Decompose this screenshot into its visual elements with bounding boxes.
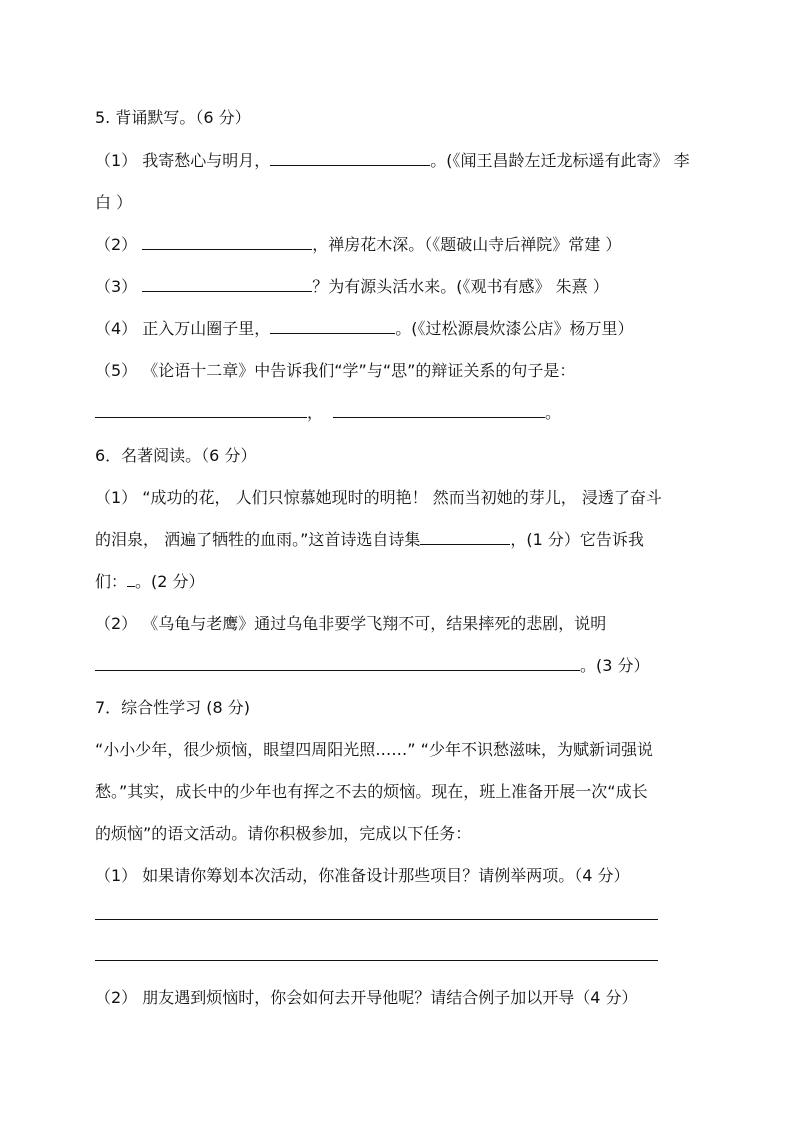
q5-item-4-text-b: 。(《过松源晨炊漆公店》杨万里） <box>395 319 634 338</box>
q6-item-1-text-b: 的泪泉， 洒遍了牺牲的血雨。”这首诗选自诗集 <box>95 530 421 549</box>
q5-item-2-text-b: ，禅房花木深。（《题破山寺后禅院》常建 ） <box>312 235 622 254</box>
q5-item-3 <box>95 274 609 297</box>
q6-item-2-line-1: （2） 《乌龟与老鹰》通过乌龟非要学飞翔不可，结果摔死的悲剧，说明 <box>95 614 607 633</box>
q7-item-1: （1） 如果请你筹划本次活动，你准备设计那些项目？请例举两项。（4 分） <box>95 866 630 885</box>
q6-item-2-line-2 <box>95 653 650 676</box>
q5-item-3-text-b: ？为有源头活水来。(《观书有感》 朱熹 ） <box>312 277 609 296</box>
q5-item-5-blank-2[interactable] <box>333 403 545 418</box>
q7-item-2: （2） 朋友遇到烦恼时，你会如何去开导他呢？请结合例子加以开导（4 分） <box>95 988 638 1007</box>
q5-item-1 <box>95 148 690 171</box>
q6-item-1-text-d: 们： <box>95 572 128 591</box>
q5-item-3-text-a: （3） <box>95 277 143 296</box>
q6-item-1-text-e: 。(2 分） <box>135 572 205 591</box>
q5-item-1-blank[interactable] <box>270 151 430 166</box>
q6-item-1-blank-2[interactable] <box>127 572 135 587</box>
q5-item-4-text-a: （4） 正入万山圈子里， <box>95 319 271 338</box>
q5-item-5-sep: ， <box>307 403 324 422</box>
q5-item-1-text-b: 。(《闻王昌龄左迁龙标遥有此寄》 李 <box>430 151 690 170</box>
q6-item-1-line-3 <box>95 569 205 592</box>
q5-item-5: （5） 《论语十二章》中告诉我们“学”与“思”的辩证关系的句子是： <box>95 361 576 380</box>
q5-item-5-blank-1[interactable] <box>95 403 307 418</box>
q5-item-5-answer <box>95 400 561 423</box>
q5-item-4 <box>95 316 634 339</box>
q6-item-1-line-1: （1） “成功的花， 人们只惊慕她现时的明艳！ 然而当初她的芽儿， 浸透了奋斗 <box>95 488 662 507</box>
q6-item-1-blank-1[interactable] <box>420 530 510 545</box>
q5-item-1-text-a: （1） 我寄愁心与明月， <box>95 151 271 170</box>
q7-title: 7．综合性学习 (8 分) <box>95 698 251 717</box>
q6-item-2-text-b: 。(3 分） <box>580 656 650 675</box>
q6-title: 6．名著阅读。（6 分） <box>95 446 257 465</box>
q5-item-2-blank[interactable] <box>142 235 312 250</box>
q7-intro-line-2: 愁。”其实，成长中的少年也有挥之不去的烦恼。现在，班上准备开展一次“成长 <box>95 782 648 801</box>
q5-item-4-blank[interactable] <box>270 319 395 334</box>
q5-item-2 <box>95 232 621 255</box>
q5-item-3-blank[interactable] <box>142 277 312 292</box>
q5-item-2-text-a: （2） <box>95 235 143 254</box>
q5-item-1-cont: 白 ） <box>95 193 133 212</box>
q6-item-1-line-2 <box>95 527 644 550</box>
q5-item-5-end: 。 <box>545 403 562 422</box>
q7-answer-line-2[interactable] <box>95 960 658 961</box>
q6-item-1-text-c: ，(1 分）它告诉我 <box>510 530 644 549</box>
q6-item-2-blank[interactable] <box>95 656 580 671</box>
q7-intro-line-3: 的烦恼”的语文活动。请你积极参加，完成以下任务： <box>95 824 472 843</box>
q7-answer-line-1[interactable] <box>95 919 658 920</box>
q5-title: 5. 背诵默写。（6 分） <box>95 108 251 127</box>
q7-intro-line-1: “小小少年，很少烦恼，眼望四周阳光照……” “少年不识愁滋味，为赋新词强说 <box>95 740 653 759</box>
